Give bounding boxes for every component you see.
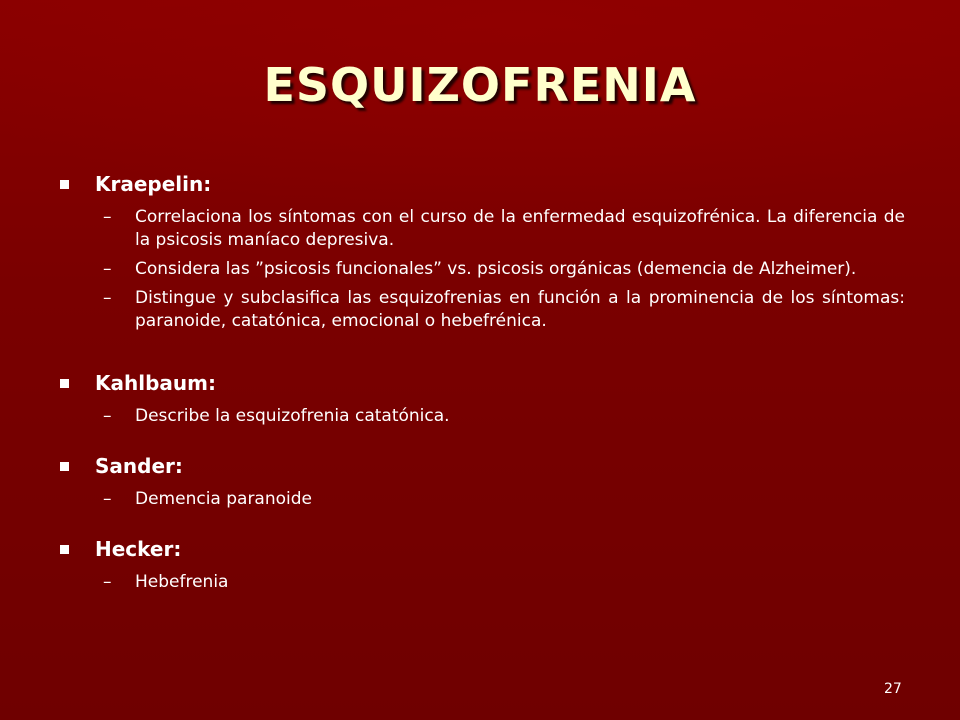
section-kraepelin [0, 170, 960, 333]
section-kahlbaum [0, 369, 960, 428]
list-item [0, 488, 960, 511]
section-heading: Hecker: [95, 537, 182, 561]
page-number: 27 [884, 681, 902, 697]
list-item [0, 206, 960, 252]
slide-content [0, 170, 960, 618]
slide-title: ESQUIZOFRENIA [263, 58, 697, 112]
section-hecker [0, 535, 960, 594]
dash-marker: – [103, 489, 112, 509]
list-item-text: Distingue y subclasifica las esquizofrenias en función a la prominencia de los síntomas: paranoide, catatónica, emocional o hebefrénica. [135, 288, 905, 331]
list-item-text: Demencia paranoide [135, 489, 312, 509]
dash-marker: – [103, 259, 112, 279]
list-item [0, 571, 960, 594]
section-heading-row [0, 535, 960, 565]
dash-marker: – [103, 572, 112, 592]
section-sander [0, 452, 960, 511]
square-bullet-icon [60, 545, 69, 554]
square-bullet-icon [60, 379, 69, 388]
square-bullet-icon [60, 462, 69, 471]
dash-marker: – [103, 207, 112, 227]
square-bullet-icon [60, 180, 69, 189]
section-heading-row [0, 369, 960, 399]
section-heading-row [0, 452, 960, 482]
list-item-text: Hebefrenia [135, 572, 229, 592]
dash-marker: – [103, 288, 112, 308]
section-heading: Sander: [95, 454, 183, 478]
section-heading-row [0, 170, 960, 200]
list-item [0, 287, 960, 333]
dash-marker: – [103, 406, 112, 426]
list-item-text: Describe la esquizofrenia catatónica. [135, 406, 450, 426]
list-item-text: Considera las ”psicosis funcionales” vs. psicosis orgánicas (demencia de Alzheimer). [135, 259, 857, 279]
section-heading: Kraepelin: [95, 172, 212, 196]
list-item-text: Correlaciona los síntomas con el curso de la enfermedad esquizofrénica. La diferencia de la psicosis maníaco depresiva. [135, 207, 905, 250]
section-heading: Kahlbaum: [95, 371, 216, 395]
list-item [0, 405, 960, 428]
list-item [0, 258, 960, 281]
